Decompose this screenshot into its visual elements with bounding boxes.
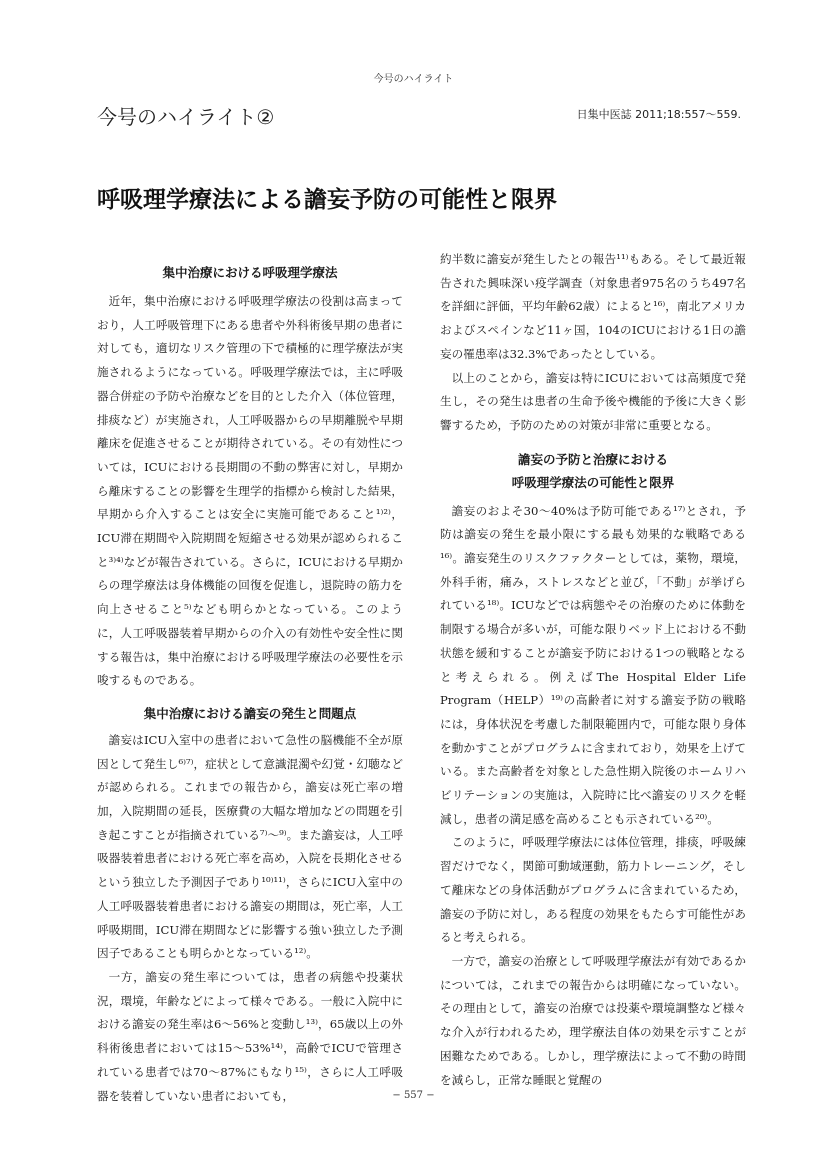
page-number: − 557 − [392, 1090, 435, 1101]
paragraph-continued: 約半数に譫妄が発生したとの報告¹¹⁾もある。そして最近報告された興味深い疫学調査（対象患者975名のうち497名を詳細に評価，平均年齢62歳）によると¹⁶⁾，南北アメリカおよびスペインなど11ヶ国，104のICUにおける1日の譫妄の罹患率は32.3%であったとしている。 [440, 252, 746, 361]
paragraph: 譫妄のおよそ30〜40%は予防可能である¹⁷⁾とされ，予防は譫妄の発生を最小限にする最も効果的な戦略である¹⁶⁾。譫妄発生のリスクファクターとしては，薬物，環境，外科手術，痛み，ストレスなどと並び，「不動」が挙げられている¹⁸⁾。ICUなどでは病態やその治療のために体動を制限する場合が多いが，可能な限りベッド上における不動状態を緩和することが譫妄予防における1つの戦略となると考えられる。例えばThe Hospital Elder Life Program（HELP）¹⁹⁾の高齢者に対する譫妄予防の戦略には，身体状況を考慮した制限範囲内で，可能な限り身体を動かすことがプログラムに含まれており，効果を上げている。また高齢者を対象とした急性期入院後のホームリハビリテーションの実施は，入院時に比べ譫妄のリスクを軽減し，患者の満足感を高めることも示されている²⁰⁾。 [440, 503, 746, 826]
paragraph: 近年，集中治療における呼吸理学療法の役割は高まっており，人工呼吸管理下にある患者や外科術後早期の患者に対しても，適切なリスク管理の下で積極的に理学療法が実施されるようになっている。呼吸理学療法では，主に呼吸器合併症の予防や治療などを目的とした介入（体位管理，排痰など）が実施され，人工呼吸器からの早期離脱や早期離床を促進させることが期待されている。その有効性については，ICUにおける長期間の不動の弊害に対し，早期から離床することの影響を生理学的指標から検討した結果，早期から介入することは安全に実施可能であること¹⁾²⁾，ICU滞在期間や入院期間を短縮させる効果が認められること³⁾⁴⁾などが報告されている。さらに，ICUにおける早期からの理学療法は身体機能の回復を促進し，退院時の筋力を向上させること⁵⁾なども明らかとなっている。このように，人工呼吸器装着早期からの介入の有効性や安全性に関する報告は，集中治療における呼吸理学療法の必要性を示唆するものである。 [97, 294, 403, 688]
section-heading-prevention [440, 448, 746, 494]
left-column [97, 262, 403, 1108]
heading-line: 呼吸理学療法の可能性と限界 [511, 474, 675, 490]
running-head: 今号のハイライト [373, 74, 454, 85]
journal-citation: 日集中医誌 2011;18:557〜559. [576, 108, 741, 121]
paragraph: 譫妄はICU入室中の患者において急性の脳機能不全が原因として発生し⁶⁾⁷⁾，症状として意識混濁や幻覚・幻聴などが認められる。これまでの報告から，譫妄は死亡率の増加，入院期間の延長，医療費の大幅な増加などの問題を引き起こすことが指摘されている⁷⁾〜⁹⁾。また譫妄は，人工呼吸器装着患者における死亡率を高め，入院を長期化させるという独立した予測因子であり¹⁰⁾¹¹⁾，さらにICU入室中の人工呼吸器装着患者における譫妄の期間は，死亡率，人工呼吸期間，ICU滞在期間などに影響する強い独立した予測因子であることも明らかとなっている¹²⁾。 [97, 732, 403, 961]
section-heading-respiratory-pt: 集中治療における呼吸理学療法 [162, 265, 338, 280]
paragraph: 一方，譫妄の発生率については，患者の病態や投薬状況，環境，年齢などによって様々である。一般に入院中における譫妄の発生率は6〜56%と変動し¹³⁾，65歳以上の外科術後患者においては15〜53%¹⁴⁾，高齢でICUで管理されている患者では70〜87%にもなり¹⁵⁾，さらに人工呼吸器を装着していない患者においても， [97, 969, 403, 1103]
paragraph: 一方で，譫妄の治療として呼吸理学療法が有効であるかについては，これまでの報告からは明確になっていない。その理由として，譫妄の治療では投薬や環境調整など様々な介入が行われるため，理学療法自体の効果を示すことが困難なためである。しかし，理学療法によって不動の時間を減らし，正常な睡眠と覚醒の [440, 953, 746, 1087]
right-column [440, 248, 746, 1092]
series-title: 今号のハイライト② [97, 105, 275, 129]
paragraph: 以上のことから，譫妄は特にICUにおいては高頻度で発生し，その発生は患者の生命予後や機能的予後に大きく影響するため，予防のための対策が非常に重要となる。 [440, 370, 746, 432]
section-heading-delirium-problems: 集中治療における譫妄の発生と問題点 [143, 705, 357, 721]
heading-line: 譫妄の予防と治療における [517, 451, 668, 467]
paragraph: このように，呼吸理学療法には体位管理，排痰，呼吸練習だけでなく，関節可動域運動，筋力トレーニング，そして離床などの身体活動がプログラムに含まれているため，譫妄の予防に対し，ある程度の効果をもたらす可能性があると考えられる。 [440, 835, 746, 945]
article-title: 呼吸理学療法による譫妄予防の可能性と限界 [97, 187, 557, 214]
